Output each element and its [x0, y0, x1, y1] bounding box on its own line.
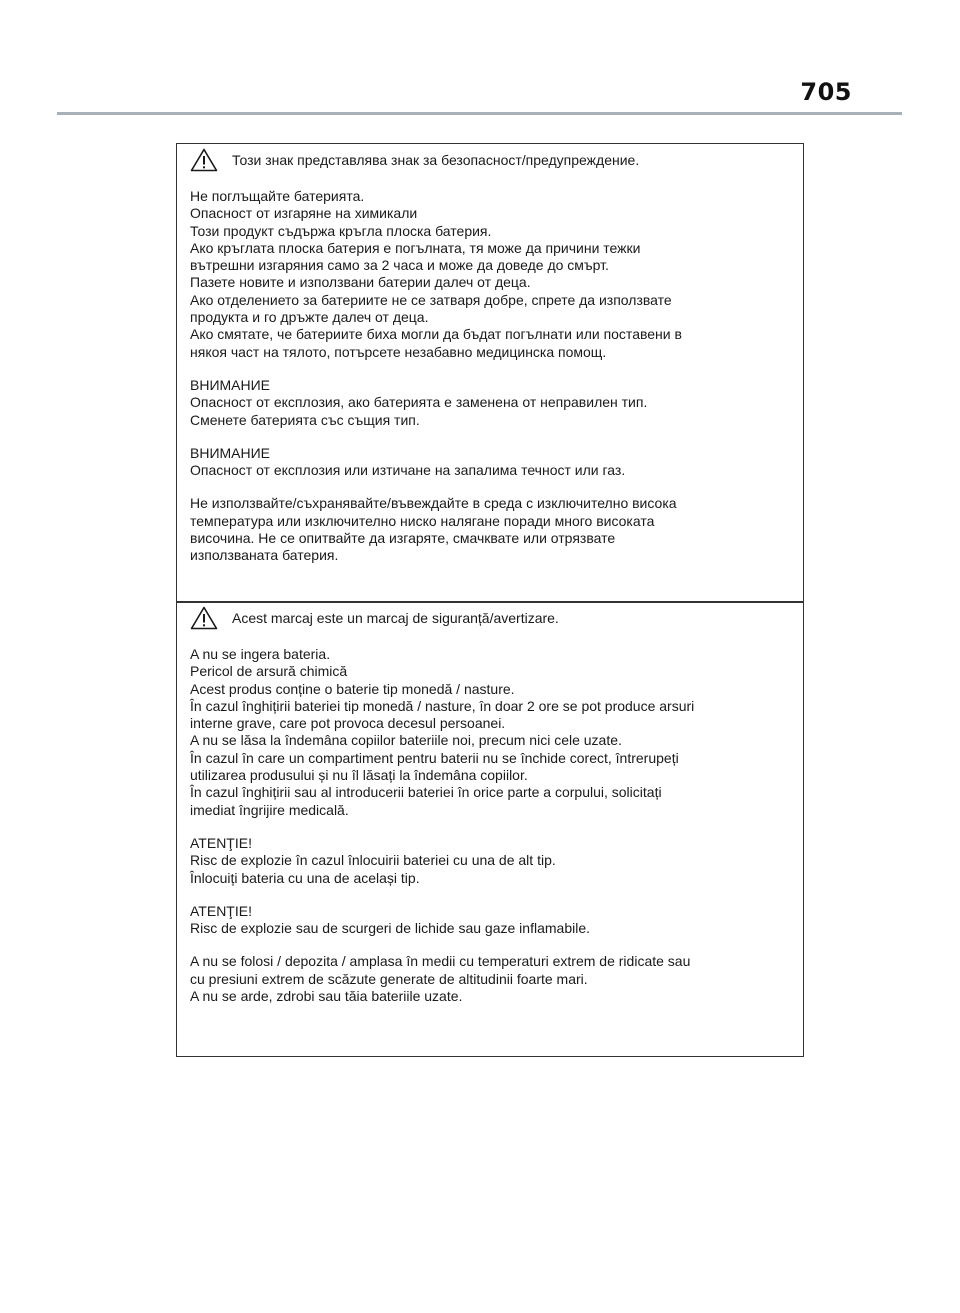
bulgarian-caution1-body: Опасност от експлозия, ако батерията е заменена от неправилен тип. Сменете батерията със същия тип.	[190, 394, 648, 428]
romanian-section	[177, 602, 803, 1056]
bulgarian-section	[177, 144, 803, 601]
romanian-caution2-title: ATENŢIE!	[190, 902, 252, 919]
bulgarian-storage-text: Не използвайте/съхранявайте/въвеждайте в среда с изключително висока температура или изключително ниско налягане поради много високата височина. Не се опитвайте да изгаряте, смачквате или отрязвате използваната батерия.	[190, 495, 677, 564]
bulgarian-hazard-text: Не поглъщайте батерията. Опасност от изгаряне на химикали Този продукт съдържа кръгла плоска батерия. Ако кръглата плоска батерия е погълната, тя може да причини тежки вътрешни изгаряния само за 2 часа и може да доведе до смърт. Пазете новите и използвани батерии далеч от деца. Ако отделението за батериите не се затваря добре, спрете да използвате продукта и го дръжте далеч от деца. Ако смятате, че батериите биха могли да бъдат погълнати или поставени в някоя част на тялото, потърсете незабавно медицинска помощ.	[190, 188, 682, 360]
bulgarian-caution1-title: ВНИМАНИЕ	[190, 376, 271, 393]
header-rule	[57, 112, 902, 115]
warning-triangle-icon	[190, 606, 218, 630]
bulgarian-symbol-line	[190, 146, 803, 174]
romanian-symbol-caption: Acest marcaj este un marcaj de siguranță/avertizare.	[232, 610, 559, 626]
romanian-symbol-line	[190, 604, 803, 632]
battery-warning-box	[176, 143, 804, 1057]
bulgarian-caution2-title: ВНИМАНИЕ	[190, 444, 271, 461]
romanian-hazard-text: A nu se ingera bateria. Pericol de arsură chimică Acest produs conține o baterie tip monedă / nasture. În cazul înghițirii bateriei tip monedă / nasture, în doar 2 ore se pot produce arsuri interne grave, care pot provoca decesul persoanei. A nu se lăsa la îndemâna copiilor bateriile noi, precum nici cele uzate. În cazul în care un compartiment pentru baterii nu se închide corect, întrerupeți utilizarea produsului și nu îl lăsați la îndemâna copiilor. În cazul înghițirii sau al introducerii bateriei în orice parte a corpului, solicitați imediat îngrijire medicală.	[190, 646, 695, 818]
romanian-caution1-body: Risc de explozie în cazul înlocuirii bateriei cu una de alt tip. Înlocuiți bateria cu una de același tip.	[190, 852, 556, 886]
bulgarian-symbol-caption: Този знак представлява знак за безопасност/предупреждение.	[232, 152, 640, 168]
bulgarian-caution2-body: Опасност от експлозия или изтичане на запалима течност или газ.	[190, 462, 626, 479]
romanian-storage-text: A nu se folosi / depozita / amplasa în medii cu temperaturi extrem de ridicate sau cu presiuni extrem de scăzute generate de altitudinii foarte mari. A nu se arde, zdrobi sau tăia bateriile uzate.	[190, 953, 691, 1005]
page-number: 705	[800, 78, 852, 106]
warning-triangle-icon	[190, 148, 218, 172]
romanian-caution2-body: Risc de explozie sau de scurgeri de lichide sau gaze inflamabile.	[190, 920, 590, 937]
romanian-caution1-title: ATENŢIE!	[190, 834, 252, 851]
